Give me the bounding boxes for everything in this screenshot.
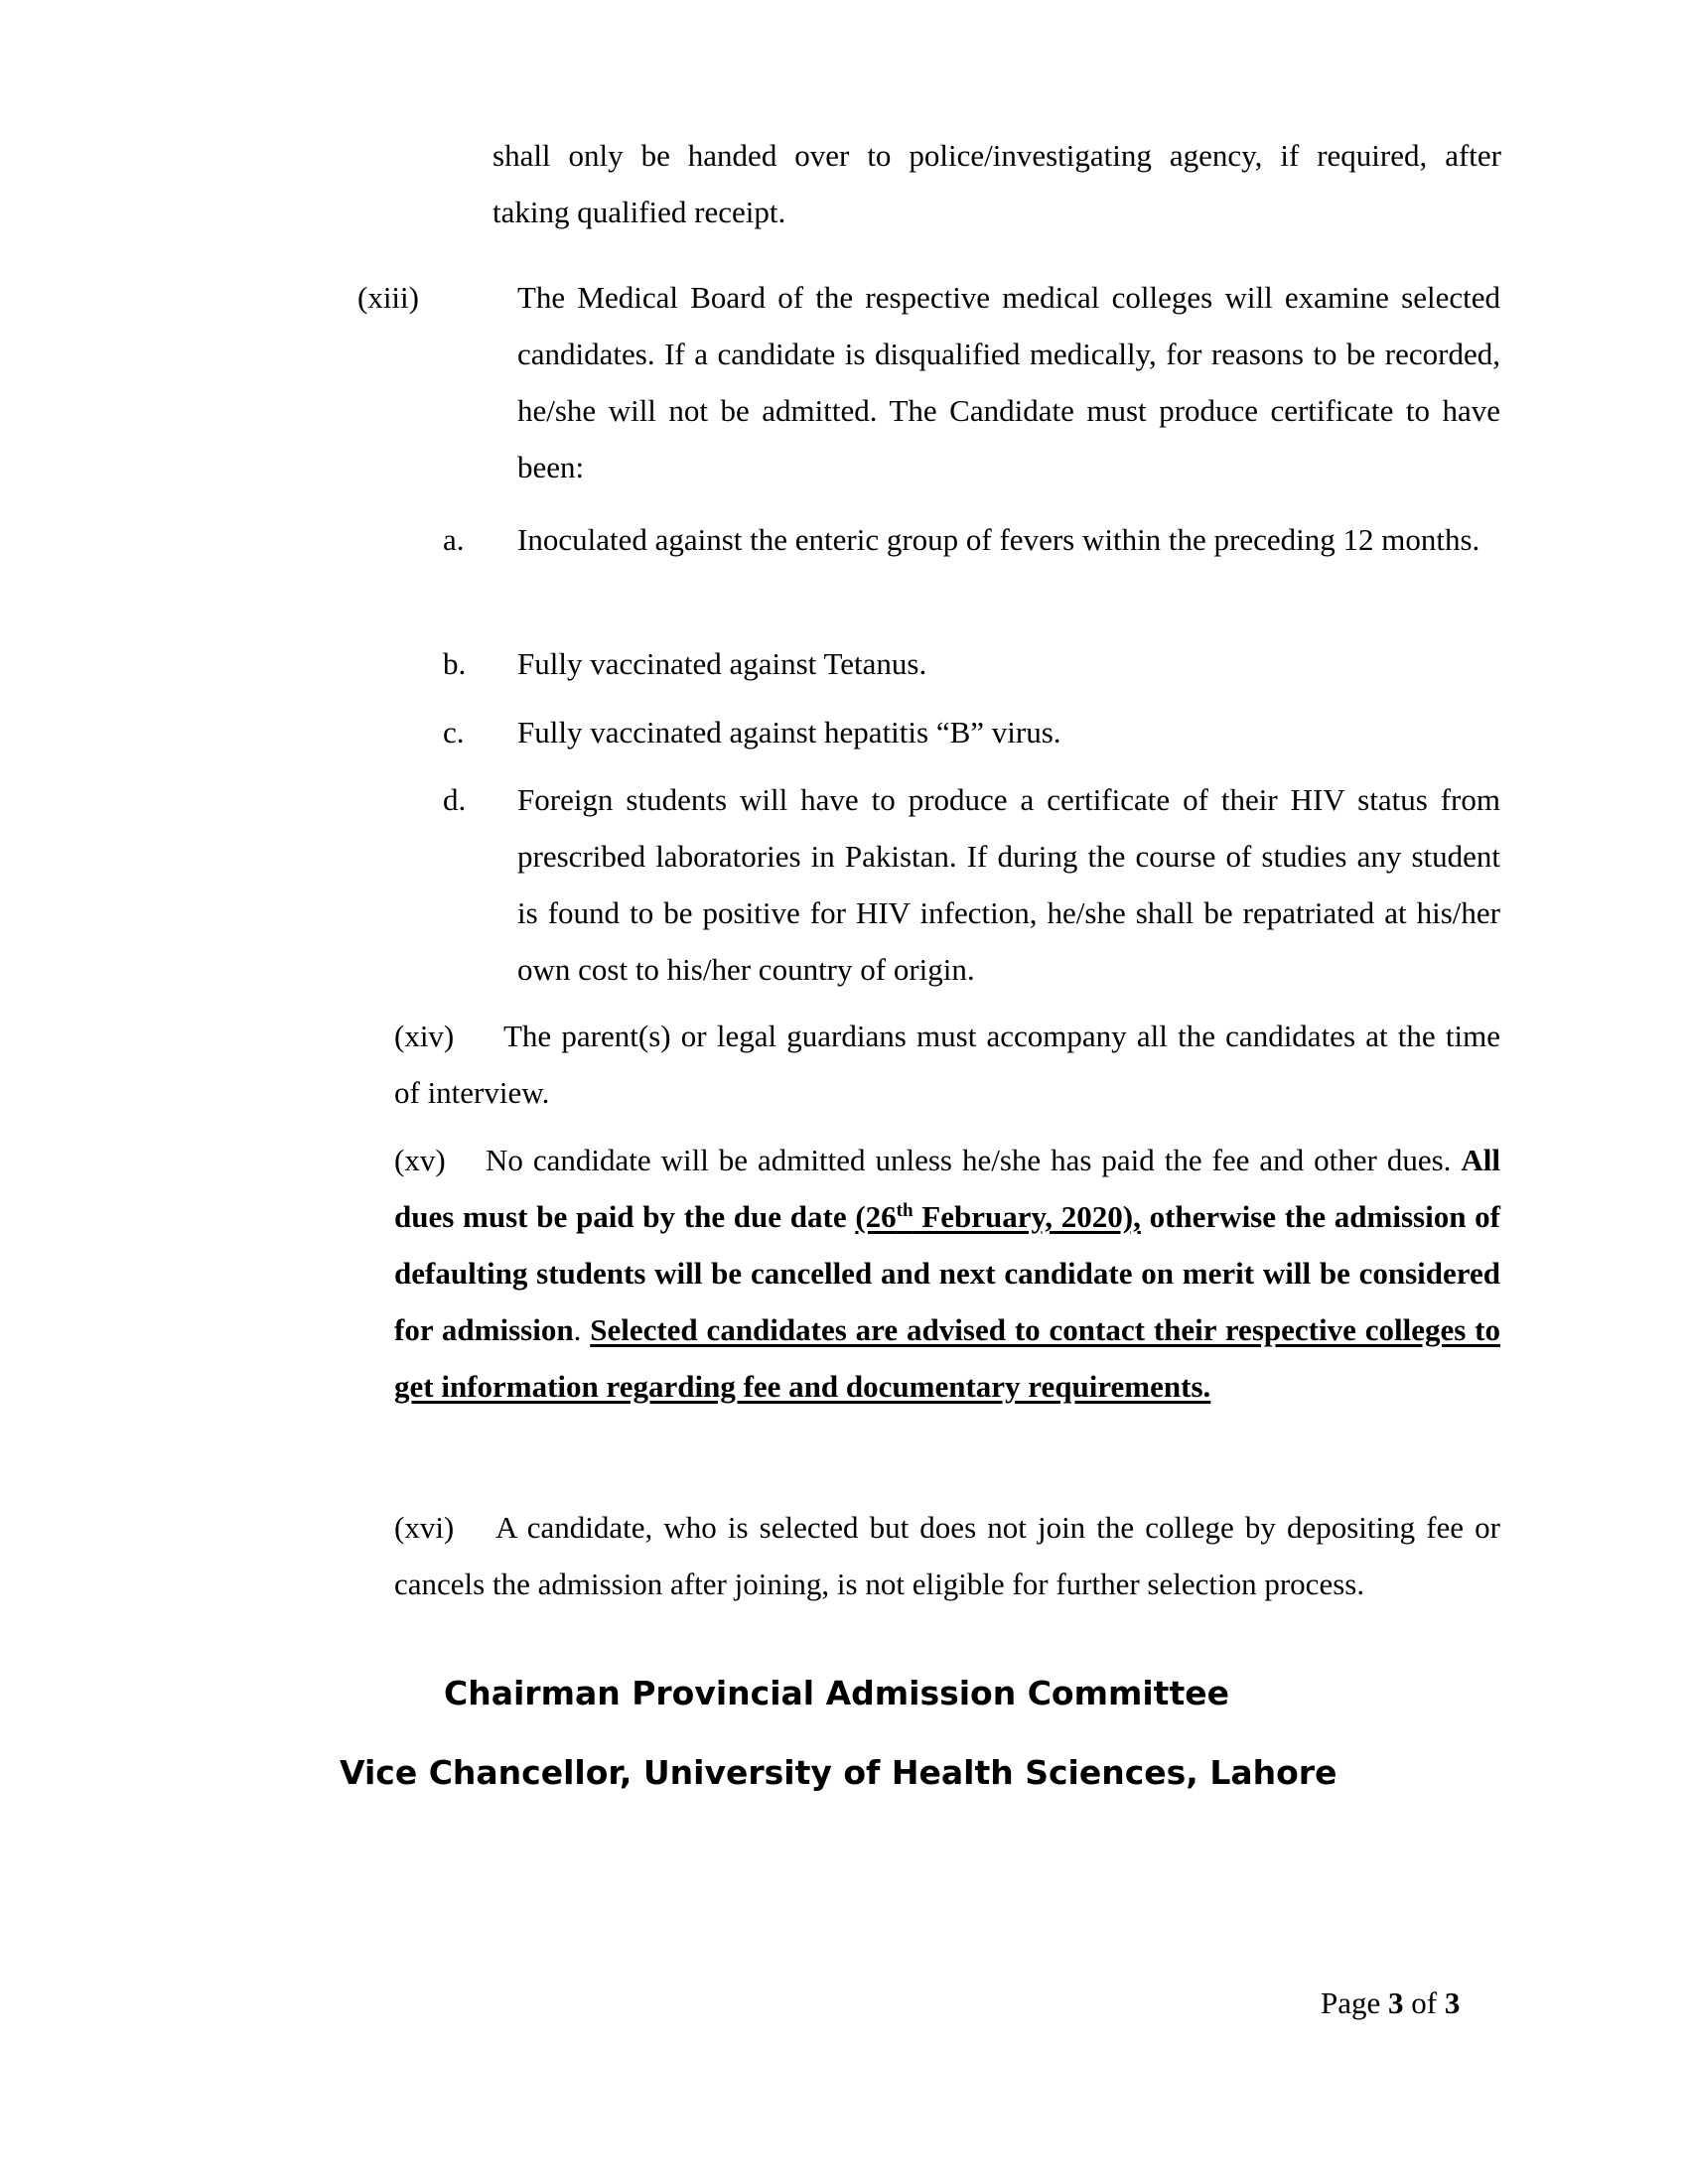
subitem-d-marker: d. — [443, 782, 467, 817]
item-xiv-marker: (xiv) — [394, 1019, 455, 1053]
subitem-c-marker: c. — [443, 715, 465, 750]
item-xiii-marker: (xiii) — [357, 280, 419, 315]
item-xiii-text: The Medical Board of the respective medical colleges will examine selected candidates. If a candidate is disqualified medically, for reasons to be recorded, he/she will not be admitted. The Candidate must produce certificate to have been: — [517, 280, 1500, 484]
item-xv — [394, 1132, 1500, 1415]
signature-designation: Vice Chancellor, University of Health Sciences, Lahore — [340, 1753, 1337, 1792]
continuation-line-2: taking qualified receipt. — [492, 195, 786, 229]
item-xvi-text: A candidate, who is selected but does not join the college by depositing fee or cancels the admission after joining, is not eligible for further selection process. — [394, 1510, 1500, 1601]
item-xv-contact-note: Selected candidates are advised to contact their respective colleges to get information regarding fee and documentary requirements. — [394, 1312, 1500, 1404]
item-xv-cancellation-notice: otherwise the admission of defaulting students will be cancelled and next candidate on merit will be considered for admission — [394, 1199, 1501, 1347]
subitem-c-text: Fully vaccinated against hepatitis “B” virus. — [517, 715, 1061, 750]
subitem-a-text: Inoculated against the enteric group of fevers within the preceding 12 months. — [517, 522, 1480, 557]
item-xv-marker: (xv) — [394, 1143, 446, 1177]
item-xv-due-date: (26th February, 2020), — [855, 1199, 1141, 1234]
item-xvi — [394, 1499, 1500, 1612]
subitem-a-marker: a. — [443, 522, 465, 557]
item-xv-period: . — [573, 1312, 582, 1347]
subitem-d-text: Foreign students will have to produce a certificate of their HIV status from prescribed laboratories in Pakistan. If during the course of studies any student is found to be positive for HIV infection, he/she shall be repatriated at his/her own cost to his/her country of origin. — [517, 782, 1500, 987]
item-xv-text: No candidate will be admitted unless he/she has paid the fee and other dues. — [486, 1143, 1452, 1177]
continuation-line-1: shall only be handed over to police/investigating agency, if required, after — [492, 138, 1501, 173]
subitem-b-marker: b. — [443, 646, 467, 681]
item-xvi-marker: (xvi) — [394, 1510, 455, 1545]
item-xv-dues-notice: All dues must be paid by the due date — [394, 1143, 1500, 1234]
signature-title: Chairman Provincial Admission Committee — [444, 1674, 1229, 1712]
item-xiv-text: The parent(s) or legal guardians must accompany all the candidates at the time of interview. — [394, 1019, 1500, 1110]
item-xiv — [394, 1008, 1500, 1121]
page-number: Page 3 of 3 — [1321, 1985, 1461, 2020]
subitem-b-text: Fully vaccinated against Tetanus. — [517, 646, 927, 681]
